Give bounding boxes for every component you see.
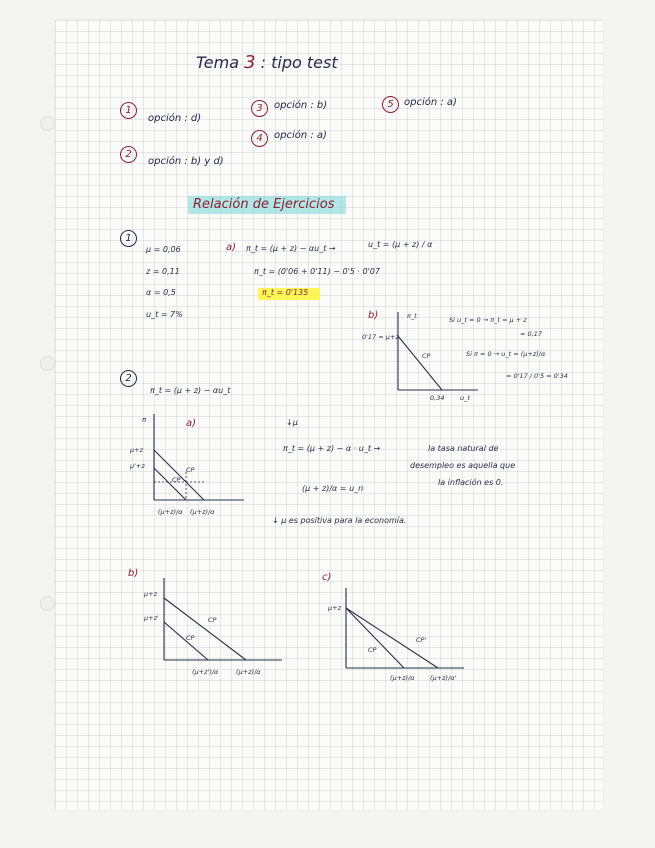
ex2b-y-label-2: μ+z'	[144, 614, 159, 622]
answer-1-text: opción : d)	[148, 113, 202, 124]
answer-1-number: 1	[120, 102, 137, 119]
ex2a-x-label-2: (μ+z)/α	[190, 508, 215, 516]
ex2b-curve-label-1: CP	[208, 616, 217, 624]
answer-3-number: 3	[251, 100, 268, 117]
exercise-1-number: 1	[120, 230, 137, 247]
ex2c-curve-label-2: CP'	[416, 636, 427, 644]
ex2a-curve-label-1: CP	[186, 466, 195, 474]
ex1-graph-x-intercept: 0,34	[430, 394, 445, 402]
ex2a-x-label-1: (μ+z)/α	[158, 508, 183, 516]
ex2-graph-c	[334, 586, 474, 686]
title-rest: : tipo test	[260, 53, 338, 72]
ex1-param-mu: μ = 0,06	[146, 245, 181, 254]
ex2-explain-line-2: desempleo es aquella que	[410, 461, 516, 470]
ex1-substitution: π_t = (0'06 + 0'11) − 0'5 · 0'07	[254, 267, 380, 276]
ex2c-curve-label-1: CP	[368, 646, 377, 654]
ex1-param-alpha: α = 0,5	[146, 288, 176, 297]
ex1-note-2-value: = 0'17 / 0'5 = 0'34	[506, 372, 568, 380]
ex2-conclusion: ↓ μ es positiva para la economía.	[272, 516, 407, 525]
answer-3-text: opción : b)	[274, 100, 328, 111]
binder-hole-top	[40, 116, 55, 131]
answer-2-text: opción : b) y d)	[148, 156, 224, 167]
ex2-graph-b	[150, 576, 290, 676]
notebook-page	[55, 20, 603, 810]
ex2-equation-2: π_t = (μ + z) − α · u_t →	[283, 444, 381, 453]
ex2a-y-label-1: μ+z	[130, 446, 143, 454]
title-number: 3	[244, 52, 256, 73]
answer-5-text: opción : a)	[404, 97, 457, 108]
ex2-explain-line-3: la inflación es 0.	[438, 478, 504, 487]
svg-text:π: π	[142, 416, 147, 424]
ex1-graph-y-intercept: 0'17 = μ+z	[362, 333, 399, 341]
ex2-down-mu: ↓μ	[286, 418, 298, 427]
ex2-natural-rate-equation: (μ + z)/α = u_n	[302, 484, 364, 493]
ex2a-y-label-2: μ'+z	[130, 462, 145, 470]
ex1-param-z: z = 0,11	[146, 267, 180, 276]
ex1-param-ut: u_t = 7%	[146, 310, 183, 319]
ex1-ut-solution: u_t = (μ + z) / α	[368, 240, 433, 249]
ex2b-x-label-2: (μ+z)/α	[236, 668, 261, 676]
ex1-result: π_t = 0'135	[262, 288, 309, 297]
ex1-part-b-label: b)	[368, 310, 379, 321]
answer-4-text: opción : a)	[274, 130, 327, 141]
binder-hole-middle	[40, 356, 55, 371]
ex2-phillips-equation: π_t = (μ + z) − αu_t	[150, 386, 231, 395]
ex1-part-a-label: a)	[226, 242, 237, 253]
ex2-part-a-label: a)	[186, 418, 197, 429]
ex2b-y-label-1: μ+z	[144, 590, 157, 598]
ex2a-curve-label-2: CP	[172, 476, 181, 484]
binder-hole-bottom	[40, 596, 55, 611]
ex2c-y-label: μ+z	[328, 604, 341, 612]
page-title	[196, 52, 338, 73]
ex1-graph-y-axis: π_t	[407, 312, 417, 320]
ex1-graph-curve-label: CP	[422, 352, 431, 360]
ex2-graph-a	[142, 412, 252, 512]
ex2b-curve-label-2: CP	[186, 634, 195, 642]
title-word: Tema	[196, 53, 240, 72]
ex1-note-2: Si π = 0 → u_t = (μ+z)/α	[466, 350, 546, 358]
ex2-part-b-label: b)	[128, 568, 139, 579]
section-title: Relación de Ejercicios	[193, 197, 335, 212]
ex2-part-c-label: c)	[322, 572, 332, 583]
answer-5-number: 5	[382, 96, 399, 113]
exercise-2-number: 2	[120, 370, 137, 387]
answer-4-number: 4	[251, 130, 268, 147]
ex1-note-1-value: = 0,17	[520, 330, 542, 338]
ex1-note-1: Si u_t = 0 → π_t = μ + z	[449, 316, 527, 324]
ex2-explain-line-1: la tasa natural de	[428, 444, 499, 453]
ex2c-x-label-2: (μ+z)/α'	[430, 674, 457, 682]
answer-2-number: 2	[120, 146, 137, 163]
ex1-phillips-equation: π_t = (μ + z) − αu_t →	[246, 244, 336, 253]
ex2c-x-label-1: (μ+z)/α	[390, 674, 415, 682]
ex2b-x-label-1: (μ+z')/α	[192, 668, 219, 676]
ex1-graph-x-axis: u_t	[460, 394, 470, 402]
